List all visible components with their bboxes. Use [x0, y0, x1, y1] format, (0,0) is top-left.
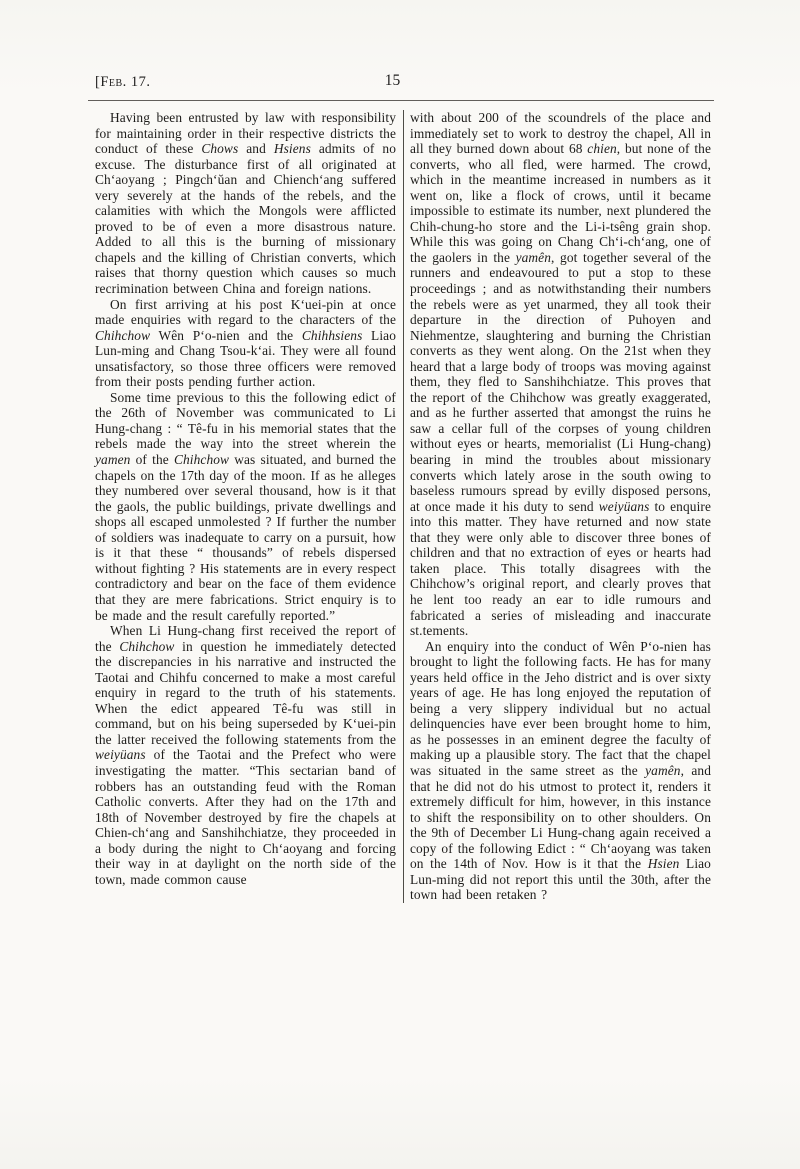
paragraph: Some time previous to this the following edict of the 26th of November was communicated to Li Hung-chang : “ Tê-fu in his memorial states that the rebels made the way into the street wherein the yamen of the Chihchow was situated, and burned the chapels on the 17th day of the moon. If as he alleges they numbered over several thousand, how is it that the gaols, the public buildings, private dwellings and shops all escaped unmolested ? If further the number of soldiers was inadequate to carry on a pursuit, how is it that these “ thousands” of rebels dispersed without fighting ? His statements are in every respect contradictory and bear on the face of them evidence that they are mere fabrications. Strict enquiry is to be made and the result carefully reported.”: [95, 389, 396, 623]
page-number: 15: [384, 72, 401, 89]
column-divider-rule: [403, 110, 404, 903]
header-rule: [88, 100, 714, 101]
italic-term: yamên: [515, 249, 552, 265]
left-column: [95, 110, 396, 903]
italic-term: Chows: [201, 141, 239, 157]
italic-term: Chihchow: [173, 452, 230, 468]
text-columns: [95, 110, 712, 903]
italic-term: weiyüans: [598, 498, 650, 514]
italic-term: Hsiens: [273, 141, 311, 157]
italic-term: weiyüans: [95, 747, 146, 763]
italic-term: Hsien: [647, 856, 680, 872]
paragraph: Having been entrusted by law with responsibility for maintaining order in their respective districts the conduct of these Chows and Hsiens admits of no excuse. The disturbance first of all originated at Ch‘aoyang ; Pingch‘ŭan and Chiench‘ang suffered very severely at the hands of the rebels, and the calamities with which the Mongols were afflicted proved to be of even a more disastrous nature. Added to all this is the burning of missionary chapels and the killing of Christian converts, which raises that thorny question which causes so much recrimination between China and foreign nations.: [95, 110, 396, 297]
italic-term: Chihchow: [95, 327, 151, 343]
paragraph: On first arriving at his post K‘uei-pin at once made enquiries with regard to the characters of the Chihchow Wên P‘o-nien and the Chihhsiens Liao Lun-ming and Chang Tsou-k‘ai. They were all found unsatisfactory, so those three officers were removed from their posts pending further action.: [95, 296, 396, 390]
italic-term: yamên: [645, 762, 681, 778]
italic-term: Chihchow: [119, 638, 175, 654]
paragraph: with about 200 of the scoundrels of the place and immediately set to work to destroy the chapel, All in all they burned down about 68 chien, but none of the converts, who all fled, were harmed. The crowd, which in the meantime increased in numbers as it went on, like a flock of crows, until it became impossible to estimate its number, next plundered the Chih-chung-ho store and the Li-i-tsêng grain shop. While this was going on Chang Ch‘i-ch‘ang, one of the gaolers in the yamên, got together several of the runners and endeavoured to put a stop to these proceedings ; and as notwithstanding their numbers the rebels were as yet unarmed, they all took their departure in the direction of Puhoyen and Niehmentze, slaughtering and burning the Christian converts as they went along. On the 21st when they heard that a large body of troops was moving against them, they fled to Sanshihchiatze. This proves that the report of the Chihchow was greatly exaggerated, and as he further asserted that amongst the ruins he saw a cellar full of the corpses of young children without eyes or hearts, memorialist (Li Hung-chang) bearing in mind the troubles about missionary converts which lately arose in the south owing to baseless rumours spread by evilly disposed persons, at once made it his duty to send weiyüans to enquire into this matter. They have returned and now state that they were only able to discover three bones of children and that no extraction of eyes or hearts had taken place. This totally disagrees with the Chihchow’s original report, and clearly proves that he lent too ready an ear to idle rumours and fabricated a series of misleading and inaccurate st.tements.: [410, 110, 711, 639]
right-column: [410, 110, 711, 903]
page-header: [95, 72, 712, 94]
italic-term: yamen: [95, 452, 131, 468]
paragraph: An enquiry into the conduct of Wên P‘o-nien has brought to light the following facts. He has for many years held office in the Jeho district and is over sixty years of age. He has long enjoyed the reputation of being a very slippery individual but no actual delinquencies have ever been brought home to him, as he possesses in an eminent degree the faculty of making up a plausible story. The fact that the chapel was situated in the same street as the yamên, and that he did not do his utmost to protect it, renders it extremely difficult for him, however, in this instance to shift the responsibility on to other shoulders. On the 9th of December Li Hung-chang again received a copy of the following Edict : “ Ch‘aoyang was taken on the 14th of Nov. How is it that the Hsien Liao Lun-ming did not report this until the 30th, after the town had been retaken ?: [410, 638, 712, 903]
header-date-label: [Feb. 17.: [95, 74, 151, 90]
paragraph: When Li Hung-chang first received the report of the Chihchow in question he immediately detected the discrepancies in his narrative and instructed the Taotai and Chihfu concerned to make a most careful enquiry in regard to the truth of his statements. When the edict appeared Tê-fu was still in command, but on his being superseded by K‘uei-pin the latter received the following statements from the weiyüans of the Taotai and the Prefect who were investigating the matter. “This sectarian band of robbers has an outstanding feud with the Roman Catholic converts. After they had on the 17th and 18th of November destroyed by fire the chapels at Chien-ch‘ang and Sanshihchiatze, they proceeded in a body during the night to Ch‘aoyang and forcing their way in at daylight on the north side of the town, made common cause: [95, 623, 396, 887]
italic-term: chien: [587, 141, 617, 157]
italic-term: Chihhsiens: [301, 327, 363, 343]
